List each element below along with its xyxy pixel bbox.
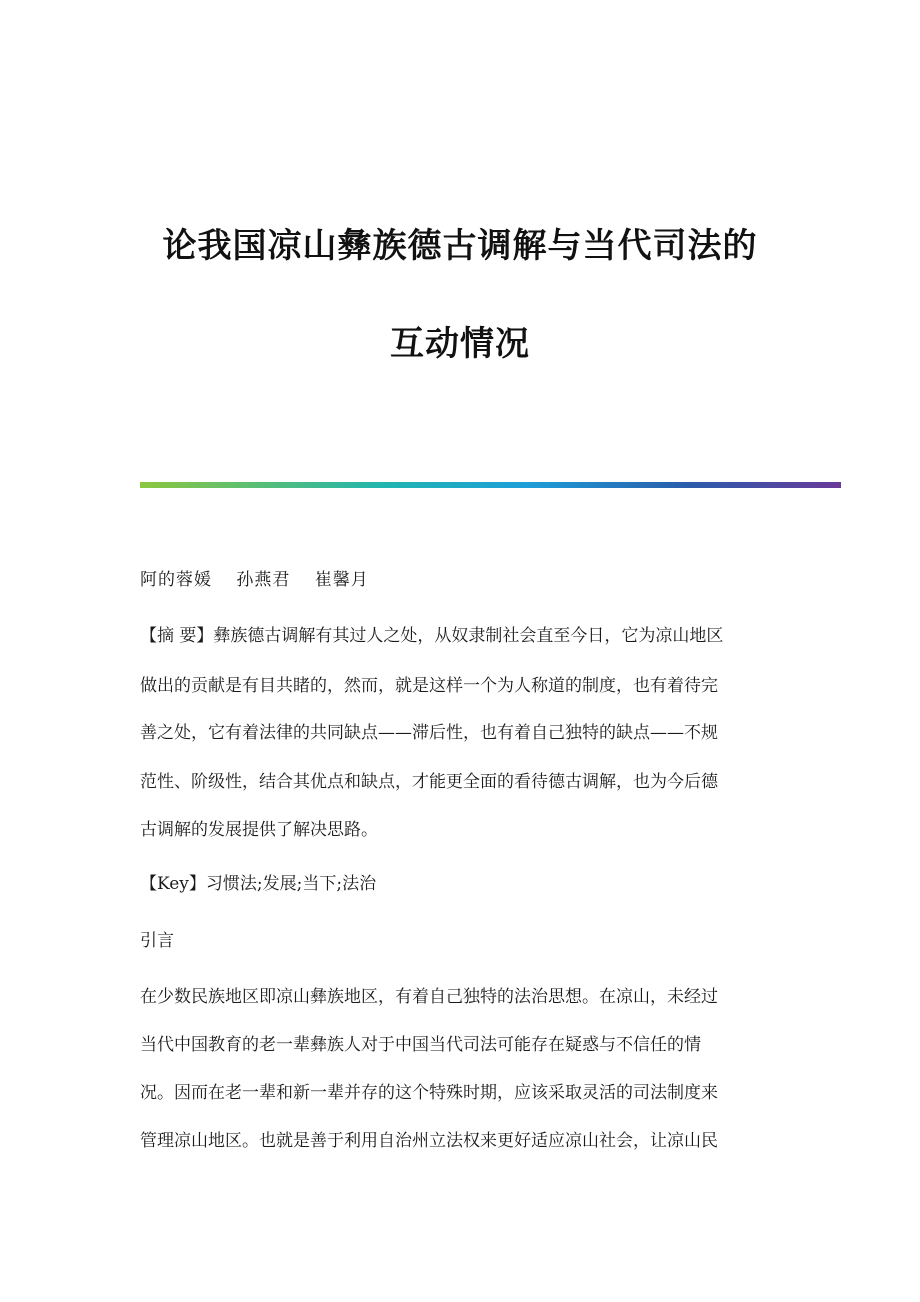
abstract-label: 【摘 要】 — [140, 626, 214, 646]
body-line-3: 况。因而在老一辈和新一辈并存的这个特殊时期，应该采取灵活的司法制度来 — [140, 1083, 718, 1103]
title-line-2: 互动情况 — [390, 324, 530, 364]
body-line-4: 管理凉山地区。也就是善于利用自治州立法权来更好适应凉山社会，让凉山民 — [140, 1131, 718, 1151]
abstract-line-1 — [140, 624, 723, 648]
body-line-1: 在少数民族地区即凉山彝族地区，有着自己独特的法治思想。在凉山，未经过 — [140, 987, 718, 1007]
keywords-line — [140, 872, 376, 896]
gradient-divider — [140, 482, 841, 488]
abstract-line-5: 古调解的发展提供了解决思路。 — [140, 820, 378, 840]
author-3: 崔馨月 — [314, 570, 369, 590]
intro-heading: 引言 — [140, 931, 174, 951]
title-line-1: 论我国凉山彝族德古调解与当代司法的 — [162, 226, 758, 266]
keywords-text: 习惯法;发展;当下;法治 — [205, 874, 377, 894]
author-list — [140, 568, 387, 592]
author-1: 阿的蓉媛 — [140, 570, 212, 590]
author-2: 孙燕君 — [236, 570, 291, 590]
abstract-text-1: 彝族德古调解有其过人之处，从奴隶制社会直至今日，它为凉山地区 — [213, 626, 724, 646]
abstract-line-2: 做出的贡献是有目共睹的，然而，就是这样一个为人称道的制度，也有着待完 — [140, 676, 718, 696]
keywords-label: 【Key】 — [140, 874, 206, 894]
abstract-line-3: 善之处，它有着法律的共同缺点——滞后性，也有着自己独特的缺点——不规 — [140, 723, 718, 743]
body-line-2: 当代中国教育的老一辈彝族人对于中国当代司法可能存在疑惑与不信任的情 — [140, 1035, 701, 1055]
abstract-line-4: 范性、阶级性，结合其优点和缺点，才能更全面的看待德古调解，也为今后德 — [140, 772, 718, 792]
